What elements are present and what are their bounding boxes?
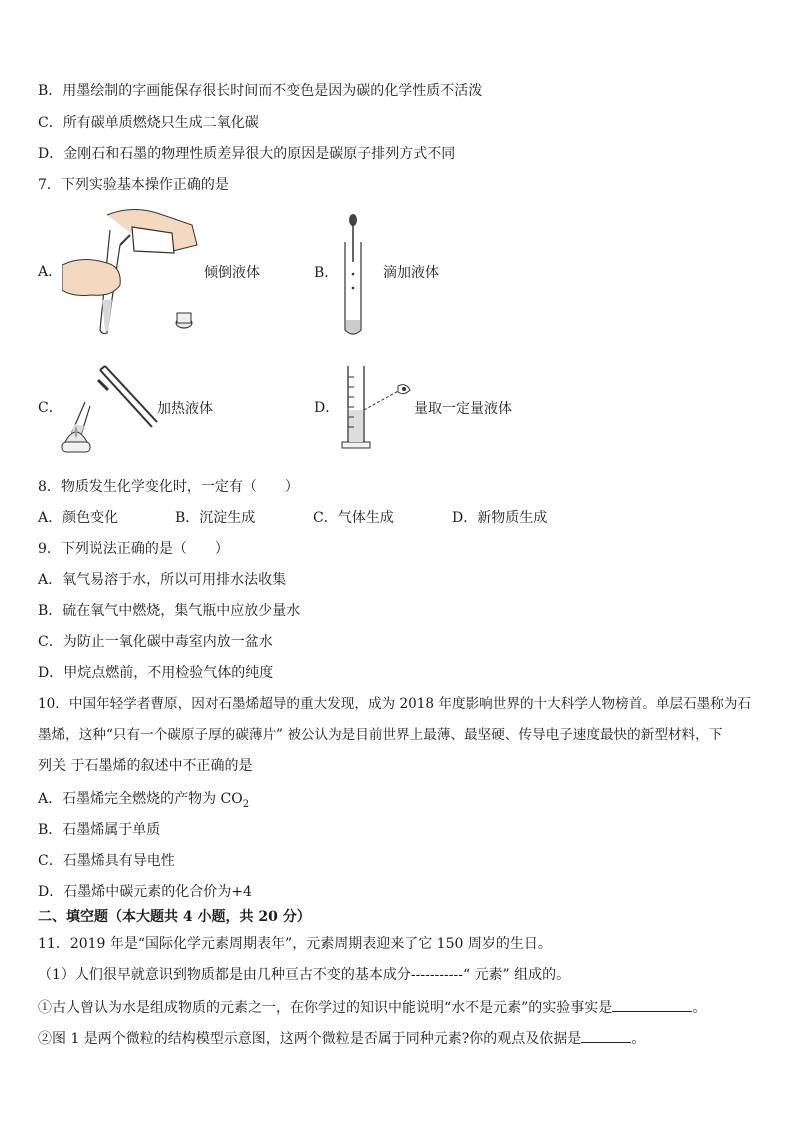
- line-q9b: B．硫在氧气中燃烧，集气瓶中应放少量水: [38, 603, 301, 619]
- line-q9c: C．为防止一氧化碳中毒室内放一盆水: [38, 634, 273, 650]
- line-q11-1: （1）人们很早就意识到物质都是由几种亘古不变的基本成分-----------“ 元素” 组成的。: [38, 967, 571, 983]
- heating-liquid-figure: [60, 362, 160, 457]
- q8-option-d: D．新物质生成: [452, 510, 548, 526]
- section-heading: 二、填空题（本大题共 4 小题，共 20 分）: [38, 909, 311, 925]
- q8-option-b: B．沉淀生成: [175, 510, 256, 526]
- q11-1b-end: 。: [631, 1031, 646, 1047]
- q8-option-a: A．颜色变化: [38, 510, 119, 526]
- line-q11: 11．2019 年是“国际化学元素周期表年”，元素周期表迎来了它 150 周岁的生日。: [38, 936, 552, 952]
- q7-option-d-caption: 量取一定量液体: [414, 401, 512, 417]
- line-q6c: C．所有碳单质燃烧只生成二氧化碳: [38, 115, 259, 131]
- line-q10c: C．石墨烯具有导电性: [38, 853, 175, 869]
- line-q8: 8．物质发生化学变化时，一定有（ ）: [38, 479, 299, 495]
- line-q7: 7．下列实验基本操作正确的是: [38, 177, 229, 193]
- line-q6d: D．金刚石和石墨的物理性质差异很大的原因是碳原子排列方式不同: [38, 146, 456, 162]
- q7-option-b-caption: 滴加液体: [383, 265, 439, 281]
- line-q11-1b: [38, 1028, 645, 1049]
- dropper-figure: [340, 212, 370, 337]
- line-q9: 9．下列说法正确的是（ ）: [38, 541, 229, 557]
- q8-option-c: C．气体生成: [313, 510, 394, 526]
- line-q9a: A．氧气易溶于水，所以可用排水法收集: [38, 572, 287, 588]
- q7-option-b-letter: B．: [314, 265, 339, 281]
- q11-1a-end: 。: [692, 1000, 707, 1016]
- line-q10-1: 10．中国年轻学者曹原，因对石墨烯超导的重大发现，成为 2018 年度影响世界的十大科学人物榜首。单层石墨称为石: [38, 696, 752, 712]
- q10a-text: A．石墨烯完全燃烧的产物为 CO: [38, 791, 243, 807]
- pouring-liquid-figure: [62, 205, 202, 335]
- q7-option-a-letter: A．: [38, 264, 63, 280]
- q11-1b-text: ②图 1 是两个微粒的结构模型示意图，这两个微粒是否属于同种元素?你的观点及依据是: [38, 1031, 582, 1047]
- q7-option-c-caption: 加热液体: [157, 401, 213, 417]
- q7-option-c-letter: C．: [38, 400, 63, 416]
- q10a-subscript: 2: [242, 798, 250, 810]
- line-q6b: B．用墨绘制的字画能保存很长时间而不变色是因为碳的化学性质不活泼: [38, 83, 483, 99]
- line-q11-1a: [38, 997, 706, 1018]
- q7-option-d-letter: D．: [314, 400, 340, 416]
- q11-1a-text: ①古人曾认为水是组成物质的元素之一，在你学过的知识中能说明“水不是元素”的实验事实是: [38, 1000, 613, 1016]
- q7-option-a-caption: 倾倒液体: [204, 265, 260, 281]
- line-q10-3: 列关 于石墨烯的叙述中不正确的是: [38, 758, 253, 774]
- line-q10d: D．石墨烯中碳元素的化合价为+4: [38, 884, 252, 900]
- answer-blank-2[interactable]: [581, 1028, 631, 1043]
- answer-blank-1[interactable]: [612, 997, 692, 1012]
- line-q10a: [38, 789, 249, 815]
- line-q10b: B．石墨烯属于单质: [38, 822, 161, 838]
- line-q9d: D．甲烷点燃前，不用检验气体的纯度: [38, 665, 274, 681]
- measuring-cylinder-figure: [340, 362, 415, 452]
- line-q10-2: 墨烯，这种“只有一个碳原子厚的碳薄片” 被公认为是目前世界上最薄、最坚硬、传导电子速度最快的新型材料，下: [38, 727, 723, 743]
